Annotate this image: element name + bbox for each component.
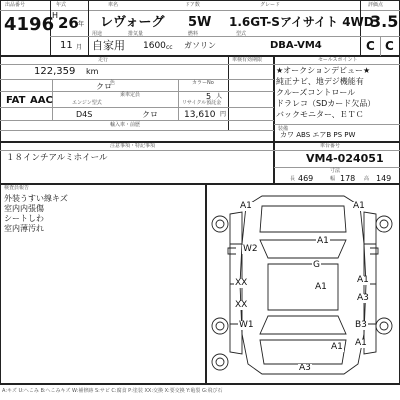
footer-divider (0, 384, 400, 385)
color-no: D4S (76, 110, 93, 119)
sales-points-divider (274, 64, 400, 65)
inspector-note-4: 室内薄汚れ (4, 224, 44, 233)
wheel-front-right-icon (376, 216, 392, 232)
spare-wheel-icon (212, 354, 228, 370)
specs-row-1 (0, 64, 274, 65)
car-body-outline (240, 196, 366, 374)
usage-label: 用途 (92, 31, 103, 37)
interior-grade: C (385, 39, 394, 53)
hood-outline (260, 206, 346, 232)
inspection-label: 車検有効期限 (232, 57, 263, 63)
sales-point-5: バックモニター、ＥＴＣ (276, 110, 364, 119)
score: 3.5 (370, 12, 399, 31)
fuel: ガソリン (184, 41, 216, 50)
specs-row-4 (0, 107, 274, 108)
specs-row-5 (0, 120, 274, 121)
sales-equip-divider (274, 124, 400, 125)
damage-mark-hood: A1 (317, 236, 329, 246)
displacement: 1600 (143, 41, 166, 51)
sales-point-2: 純正ナビ、地デジ機能有 (276, 77, 364, 86)
damage-mark-left-front-door: XX (235, 278, 248, 288)
inspector-note-1: 外装うすい線キズ (4, 194, 68, 203)
seats: 5 (206, 92, 212, 101)
mirror-left-icon (228, 248, 236, 254)
inspector-notes-title: 検査員報告 (4, 185, 30, 191)
model-code-label: 型式 (236, 31, 247, 37)
year-unit: 年 (78, 21, 85, 28)
damage-mark-right-front-door: A1 (357, 275, 369, 285)
specs-row-2 (0, 79, 274, 80)
recycle: 13,610 (184, 110, 216, 120)
damage-mark-rear-right: A1 (355, 338, 367, 348)
wheel-rear-left-icon (212, 318, 228, 334)
damage-mark-left-rear-door: XX (235, 300, 248, 310)
sales-point-4: ドラレコ（SDカード欠品） (276, 99, 376, 108)
month-unit: 月 (76, 44, 83, 51)
wheel-front-left-icon (212, 216, 228, 232)
transmission: FAT (6, 95, 26, 106)
width: 178 (340, 174, 356, 183)
lot-no-label: 出品番号 (5, 2, 26, 8)
damage-mark-trunk: A1 (331, 342, 343, 352)
wheel-rear-right-icon (376, 318, 392, 334)
year: 26 (58, 14, 79, 32)
length: 469 (298, 174, 314, 183)
mirror-right-icon (370, 248, 378, 254)
remarks-divider (0, 150, 274, 151)
displacement-unit: cc (166, 44, 173, 51)
exterior-grade: C (366, 39, 375, 53)
width-label: 幅 (330, 176, 336, 182)
doors: 5W (188, 15, 212, 30)
score-divider (360, 36, 400, 37)
recycle-label: リサイクル預託金 (182, 100, 222, 106)
inspector-note-3: シートしわ (4, 214, 44, 223)
damage-mark-front-right: A1 (353, 201, 365, 211)
length-label: 長 (290, 176, 296, 182)
usage: 自家用 (92, 39, 125, 52)
mileage: 122,359 (34, 66, 76, 77)
sales-points-title: セールスポイント (318, 57, 358, 63)
era: H (52, 11, 59, 20)
equipment-label: 装備 (278, 126, 289, 132)
specs-inner-divider-b (178, 79, 179, 120)
header-col-year (88, 0, 89, 56)
seats-unit: 人 (216, 93, 223, 100)
color-label: 色 (110, 80, 116, 86)
remarks-text: １８インチアルミホイール (6, 153, 108, 163)
car-name: レヴォーグ (100, 15, 165, 30)
seats-label: 乗車定員 (120, 92, 141, 98)
damage-mark-windshield: G (313, 260, 320, 270)
height: 149 (376, 174, 392, 183)
ac: AAC (30, 95, 53, 106)
color: クロ (96, 82, 112, 91)
damage-mark-rear-bumper: A3 (299, 363, 311, 373)
damage-mark-left-rear-fender: W1 (239, 320, 254, 330)
damage-mark-right-rear-fender: B3 (355, 320, 367, 330)
damage-mark-right-rear-door: A3 (357, 293, 369, 303)
damage-mark-front-bumper: A1 (240, 201, 252, 211)
model-code: DBA-VM4 (270, 40, 322, 51)
header-row-divider (0, 10, 400, 11)
score-label: 評価点 (368, 2, 384, 8)
int-color: クロ (142, 110, 158, 119)
mileage-unit: km (86, 67, 99, 76)
sales-point-3: クルーズコントロール (276, 88, 356, 97)
mileage-label: 走行 (98, 57, 109, 63)
month: 11 (60, 40, 73, 51)
grade: 1.6GT-Sアイサイト 4WD (229, 15, 374, 29)
doors-label: ドア数 (185, 2, 200, 8)
recycle-unit: 円 (220, 111, 227, 118)
fuel-label: 燃料 (188, 31, 199, 37)
inspector-note-2: 室内内張傷 (4, 204, 44, 213)
footer-legend: A:キズ U:へこみ B:へこみキズ W:補修跡 S:サビ C:腐食 P:塗装 XX:交換 X:要交換 Y:亀裂 G:飛び石 (2, 388, 223, 394)
color-code-label: カラーNo (192, 80, 214, 86)
grade-label: グレード (260, 2, 281, 8)
vin-label: 車台番号 (320, 143, 341, 149)
model-year-label: 年式 (56, 2, 67, 8)
sales-point-1: ★オークションデビュー★ (276, 66, 371, 75)
damage-mark-roof: A1 (315, 282, 327, 292)
ext-int-divider (380, 36, 381, 56)
lot-no: 4196 (4, 14, 55, 35)
vin-value: VM4-024051 (306, 152, 384, 165)
car-name-label: 車名 (108, 2, 119, 8)
displacement-label: 排気量 (128, 31, 144, 37)
specs-col-divider (228, 56, 229, 130)
rear-glass-outline (260, 316, 346, 334)
damage-mark-front-left-fender: W2 (243, 244, 258, 254)
engine-label: エンジン型式 (72, 100, 102, 106)
size-label: 寸法 (330, 168, 341, 174)
remarks-title: 注意事項・特記事項 (110, 143, 156, 149)
height-label: 高 (364, 176, 370, 182)
vin-divider (274, 150, 400, 151)
equipment: カワ ABS エアB PS PW (280, 131, 356, 139)
specs-row-6 (0, 130, 274, 131)
windshield-outline (260, 240, 346, 258)
history-label: 輸入車・前歴 (110, 122, 141, 128)
